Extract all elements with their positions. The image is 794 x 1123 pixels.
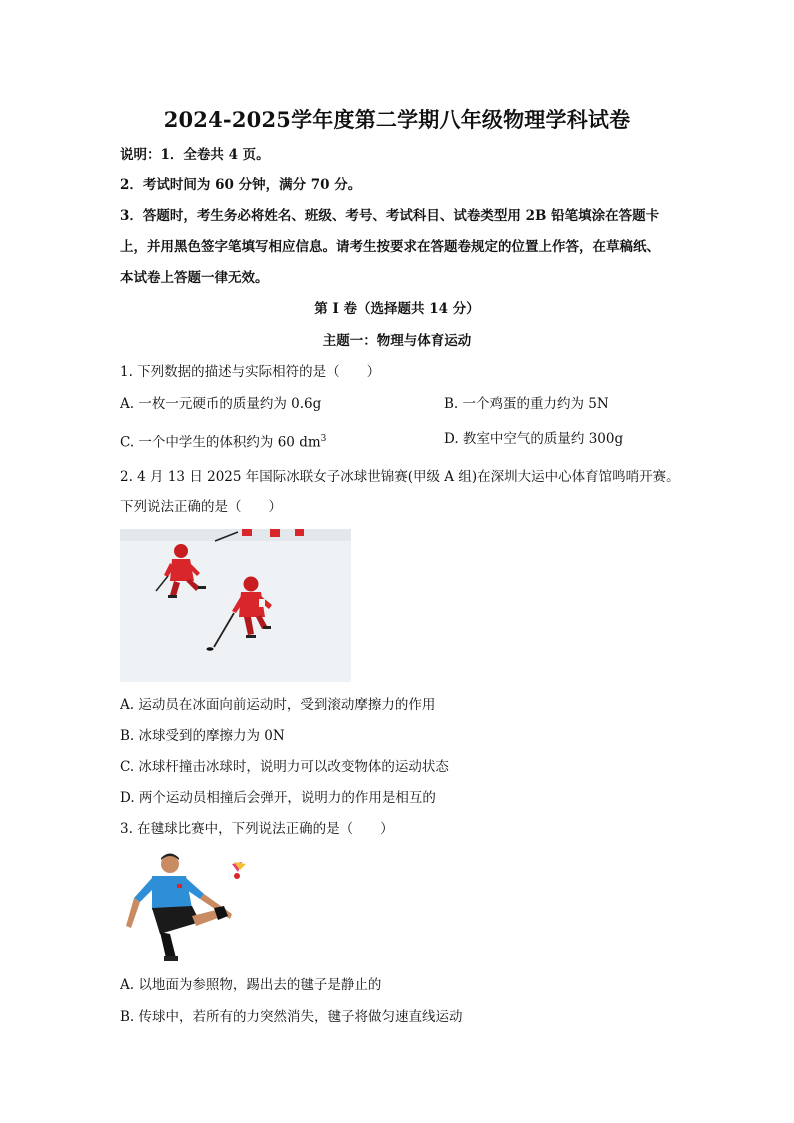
q1-option-c-text: C. 一个中学生的体积约为 60 dm [120, 434, 321, 451]
note-3-line-2: 上，并用黑色签字笔填写相应信息。请考生按要求在答题卷规定的位置上作答，在草稿纸、 [120, 239, 660, 255]
note-3-line-3: 本试卷上答题一律无效。 [120, 270, 269, 286]
ice-hockey-illustration [120, 529, 351, 682]
theme-title: 主题一：物理与体育运动 [322, 333, 472, 349]
q1-option-b: B. 一个鸡蛋的重力约为 5N [444, 396, 609, 412]
shuttlecock-photo [120, 850, 260, 963]
q2-stem-line-1: 2. 4 月 13 日 2025 年国际冰联女子冰球世锦赛(甲级 A 组)在深圳大运中心体育馆鸣哨开赛。 [120, 469, 680, 485]
q1-option-c [120, 429, 326, 453]
shuttlecock-kick-illustration [120, 850, 260, 963]
q1-option-a: A. 一枚一元硬币的质量约为 0.6g [120, 396, 322, 412]
q3-stem: 3. 在毽球比赛中，下列说法正确的是（ ） [120, 821, 394, 837]
q2-option-c: C. 冰球杆撞击冰球时，说明力可以改变物体的运动状态 [120, 759, 449, 775]
exam-title: 2024-2025学年度第二学期八年级物理学科试卷 [163, 107, 631, 132]
q3-option-b: B. 传球中，若所有的力突然消失，毽子将做匀速直线运动 [120, 1009, 463, 1025]
q2-option-a: A. 运动员在冰面向前运动时，受到滚动摩擦力的作用 [120, 697, 436, 713]
q1-stem: 1. 下列数据的描述与实际相符的是（ ） [120, 364, 381, 380]
ice-hockey-photo [120, 529, 351, 682]
q2-stem-line-2: 下列说法正确的是（ ） [120, 499, 282, 515]
q1-option-d: D. 教室中空气的质量约 300g [444, 431, 624, 447]
q2-option-d: D. 两个运动员相撞后会弹开，说明力的作用是相互的 [120, 790, 436, 806]
note-3-line-1: 3．答题时，考生务必将姓名、班级、考号、考试科目、试卷类型用 2B 铅笔填涂在答题卡 [120, 208, 660, 224]
note-1: 说明：1．全卷共 4 页。 [120, 147, 270, 163]
q3-option-a: A. 以地面为参照物，踢出去的毽子是静止的 [120, 977, 382, 993]
q2-option-b: B. 冰球受到的摩擦力为 0N [120, 728, 285, 744]
note-2: 2．考试时间为 60 分钟，满分 70 分。 [120, 177, 362, 193]
section-title: 第 I 卷（选择题共 14 分） [314, 301, 480, 317]
q1-option-c-superscript: 3 [320, 434, 327, 444]
